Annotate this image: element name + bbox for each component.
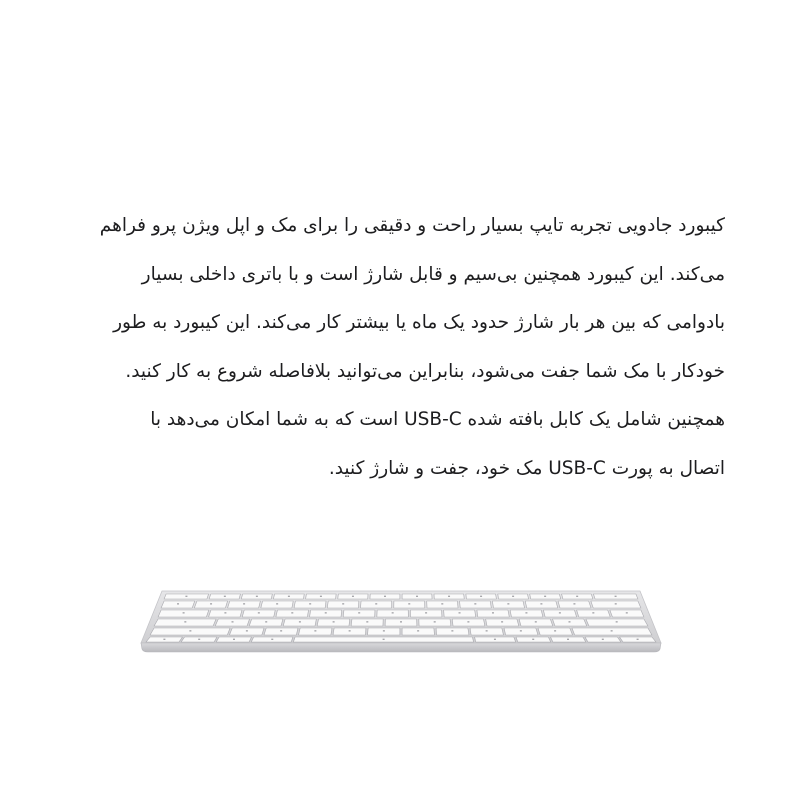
keyboard-key — [394, 601, 425, 608]
keyboard-key-glyph — [486, 630, 488, 631]
keyboard-key-glyph — [280, 630, 282, 631]
keyboard-key-glyph — [535, 621, 537, 622]
keyboard-key — [486, 619, 519, 626]
keyboard-image — [138, 585, 664, 655]
keyboard-key-glyph — [358, 612, 360, 613]
keyboard-icon — [138, 585, 664, 655]
keyboard-key-glyph — [441, 603, 443, 604]
keyboard-key-glyph — [392, 612, 394, 613]
keyboard-key — [385, 619, 417, 626]
keyboard-key — [343, 610, 375, 617]
keyboard-key — [228, 601, 261, 608]
keyboard-key-glyph — [567, 639, 569, 640]
keyboard-key-glyph — [474, 603, 476, 604]
description-line-5: همچنین شامل یک کابل بافته شده USB-C است که به شما امکان می‌دهد با — [150, 409, 725, 430]
keyboard-key-glyph — [271, 639, 273, 640]
keyboard-key — [209, 610, 242, 617]
keyboard-key — [577, 610, 611, 617]
keyboard-key-glyph — [592, 612, 594, 613]
keyboard-key-glyph — [224, 612, 226, 613]
keyboard-key — [572, 628, 652, 635]
keyboard-key — [553, 619, 587, 626]
keyboard-key-glyph — [576, 596, 578, 597]
keyboard-key-glyph — [291, 612, 293, 613]
keyboard-key — [543, 610, 576, 617]
keyboard-key-glyph — [256, 596, 258, 597]
keyboard-key-glyph — [246, 630, 248, 631]
keyboard-key — [436, 628, 469, 635]
keyboard-key — [249, 619, 283, 626]
keyboard-key — [492, 601, 524, 608]
keyboard-key-glyph — [637, 639, 639, 640]
keyboard-key-glyph — [480, 596, 482, 597]
keyboard-key-glyph — [602, 639, 604, 640]
keyboard-key — [504, 628, 538, 635]
keyboard-key — [161, 601, 195, 608]
keyboard-key-glyph — [185, 596, 187, 597]
keyboard-key-glyph — [559, 612, 561, 613]
keyboard-key-glyph — [507, 603, 509, 604]
description-line-4: خودکار با مک شما جفت می‌شود، بنابراین می‌توانید بلافاصله شروع به کار کنید. — [125, 360, 725, 382]
keyboard-key — [333, 628, 366, 635]
keyboard-key-glyph — [333, 621, 335, 622]
keyboard-key — [519, 619, 553, 626]
keyboard-key-glyph — [320, 596, 322, 597]
keyboard-key-glyph — [232, 621, 234, 622]
keyboard-key-glyph — [366, 621, 368, 622]
keyboard-key — [538, 628, 573, 635]
keyboard-key-glyph — [615, 596, 617, 597]
keyboard-key-glyph — [417, 630, 419, 631]
description-line-2: می‌کند. این کیبورد همچنین بی‌سیم و قابل شارژ است و با باتری داخلی بسیار — [141, 263, 725, 285]
keyboard-key — [427, 601, 458, 608]
keyboard-key — [477, 610, 509, 617]
keyboard-key-glyph — [383, 639, 385, 640]
keyboard-key — [327, 601, 359, 608]
keyboard-key — [470, 628, 503, 635]
keyboard-key-glyph — [459, 612, 461, 613]
keyboard-key-glyph — [425, 612, 427, 613]
keyboard-key-glyph — [615, 603, 617, 604]
description-line-1: کیبورد جادویی تجربه تایپ بسیار راحت و دقیقی را برای مک و اپل ویژن پرو فراهم — [99, 215, 725, 236]
keyboard-key-glyph — [349, 630, 351, 631]
keyboard-key-glyph — [184, 621, 186, 622]
keyboard-key-glyph — [224, 596, 226, 597]
keyboard-key-glyph — [384, 596, 386, 597]
keyboard-key — [310, 610, 342, 617]
keyboard-key — [361, 601, 392, 608]
keyboard-key-glyph — [434, 621, 436, 622]
keyboard-key-glyph — [375, 603, 377, 604]
keyboard-key-glyph — [325, 612, 327, 613]
keyboard-key — [452, 619, 485, 626]
keyboard-key-glyph — [626, 612, 628, 613]
keyboard-key-glyph — [314, 630, 316, 631]
keyboard-key — [419, 619, 451, 626]
keyboard-key — [154, 619, 216, 626]
keyboard-key — [510, 610, 543, 617]
keyboard-key-glyph — [554, 630, 556, 631]
keyboard-key — [444, 610, 476, 617]
keyboard-key — [368, 628, 400, 635]
keyboard-key-glyph — [383, 630, 385, 631]
keyboard-key-glyph — [309, 603, 311, 604]
keyboard-key-glyph — [573, 603, 575, 604]
keyboard-key-glyph — [616, 621, 618, 622]
keyboard-key — [351, 619, 383, 626]
keyboard-key-glyph — [568, 621, 570, 622]
keyboard-key-glyph — [494, 639, 496, 640]
keyboard-key — [283, 619, 316, 626]
keyboard-key — [591, 601, 641, 608]
keyboard-key — [264, 628, 298, 635]
keyboard-key-glyph — [183, 612, 185, 613]
keyboard-key-glyph — [233, 639, 235, 640]
keyboard-key — [261, 601, 293, 608]
keyboard-key-glyph — [532, 639, 534, 640]
keyboard-key — [460, 601, 492, 608]
keyboard-key — [229, 628, 264, 635]
keyboard-key — [317, 619, 350, 626]
keyboard-key — [525, 601, 558, 608]
keyboard-key-glyph — [540, 603, 542, 604]
keyboard-key-glyph — [342, 603, 344, 604]
keyboard-key-glyph — [243, 603, 245, 604]
keyboard-key-glyph — [265, 621, 267, 622]
keyboard-key — [402, 628, 434, 635]
keyboard-key — [276, 610, 309, 617]
keyboard-key-glyph — [451, 630, 453, 631]
keyboard-key-glyph — [299, 621, 301, 622]
keyboard-key — [242, 610, 275, 617]
keyboard-key — [294, 601, 326, 608]
keyboard-key-glyph — [258, 612, 260, 613]
keyboard-key — [158, 610, 209, 617]
keyboard-key-glyph — [416, 596, 418, 597]
keyboard-key-glyph — [611, 630, 613, 631]
keyboard-key-glyph — [400, 621, 402, 622]
keyboard-key-glyph — [276, 603, 278, 604]
keyboard-key-glyph — [189, 630, 191, 631]
keyboard-key-glyph — [525, 612, 527, 613]
keyboard-key-glyph — [408, 603, 410, 604]
keyboard-key — [150, 628, 230, 635]
description-line-6: اتصال به پورت USB-C مک خود، جفت و شارژ کنید. — [328, 457, 725, 479]
keyboard-key — [377, 610, 408, 617]
keyboard-key-glyph — [210, 603, 212, 604]
keyboard-key — [194, 601, 227, 608]
keyboard-key-glyph — [198, 639, 200, 640]
keyboard-key-glyph — [467, 621, 469, 622]
keyboard-key-glyph — [512, 596, 514, 597]
keyboard-key-glyph — [163, 639, 165, 640]
keyboard-key — [299, 628, 332, 635]
keyboard-key — [586, 619, 648, 626]
keyboard-key-glyph — [288, 596, 290, 597]
keyboard-key-glyph — [501, 621, 503, 622]
keyboard-key-glyph — [544, 596, 546, 597]
keyboard-key-glyph — [352, 596, 354, 597]
keyboard-key — [215, 619, 249, 626]
keyboard-key-glyph — [177, 603, 179, 604]
keyboard-key-glyph — [492, 612, 494, 613]
keyboard-key-glyph — [448, 596, 450, 597]
product-description — [80, 202, 725, 493]
keyboard-key-glyph — [520, 630, 522, 631]
keyboard-key — [610, 610, 644, 617]
keyboard-key — [410, 610, 442, 617]
description-line-3: بادوامی که بین هر بار شارژ حدود یک ماه یا بیشتر کار می‌کند. این کیبورد به طور — [113, 312, 725, 333]
keyboard-key — [558, 601, 591, 608]
